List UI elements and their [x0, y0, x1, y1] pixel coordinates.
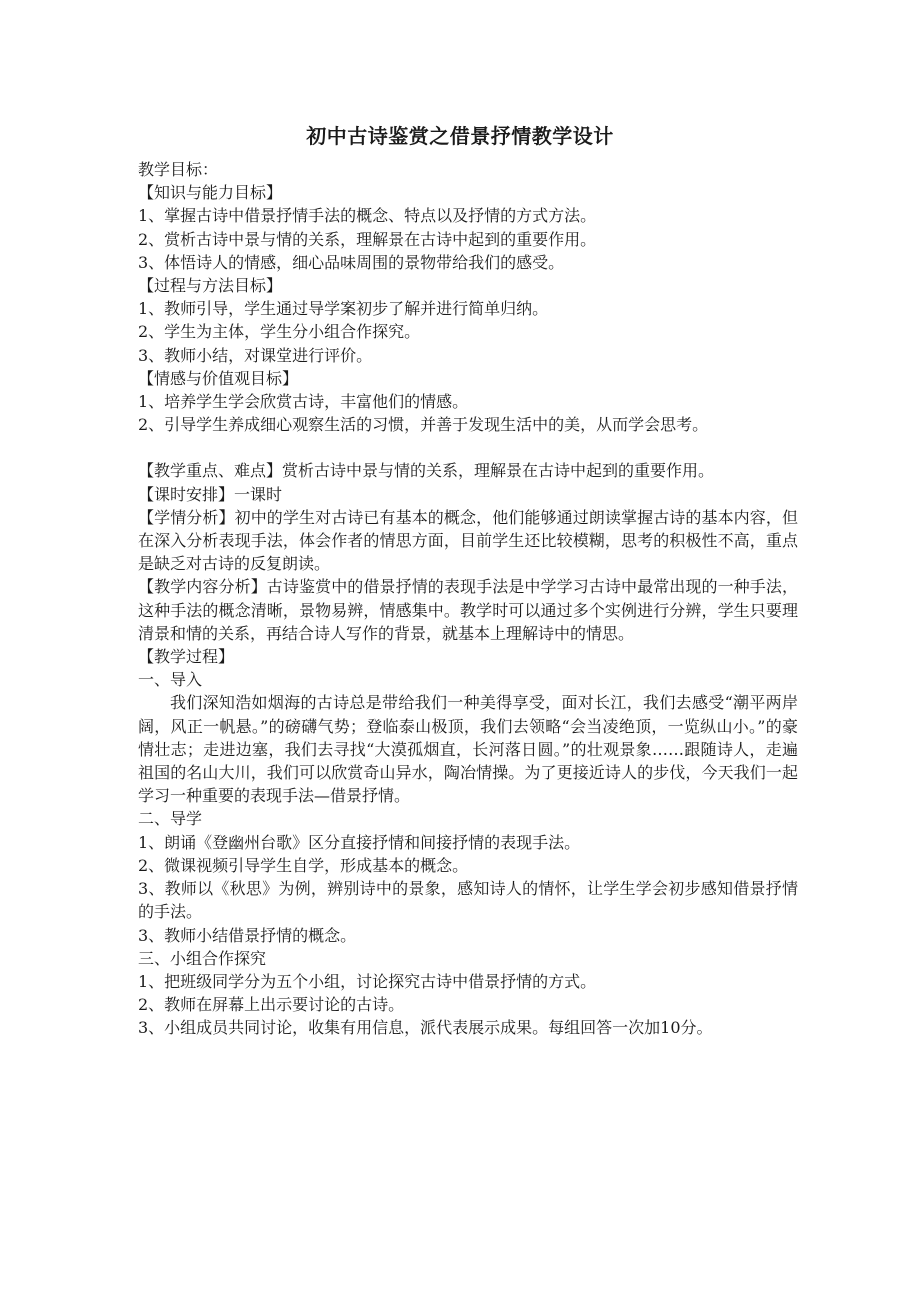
content-analysis-paragraph: 【教学内容分析】古诗鉴赏中的借景抒情的表现手法是中学学习古诗中最常出现的一种手法，这种手法的概念清晰，景物易辨，情感集中。教学时可以通过多个实例进行分辨，学生只要理清景和情的关系，再结合诗人写作的背景，就基本上理解诗中的情思。	[138, 577, 798, 643]
list-item: 2、赏析古诗中景与情的关系，理解景在古诗中起到的重要作用。	[138, 229, 597, 249]
intro-paragraph: 我们深知浩如烟海的古诗总是带给我们一种美得享受，面对长江，我们去感受“潮平两岸阔，风正一帆悬。”的磅礴气势；登临泰山极顶，我们去领略“会当凌绝顶，一览纵山小。”的豪情壮志；走进边塞，我们去寻找“大漠孤烟直，长河落日圆。”的壮观景象……跟随诗人，走遍祖国的名山大川，我们可以欣赏奇山异水，陶冶情操。为了更接近诗人的步伐，今天我们一起学习一种重要的表现手法—借景抒情。	[138, 693, 798, 806]
list-item: 3、教师小结，对课堂进行评价。	[138, 345, 373, 365]
list-item: 3、教师小结借景抒情的概念。	[138, 925, 357, 945]
key-points-paragraph: 【教学重点、难点】赏析古诗中景与情的关系，理解景在古诗中起到的重要作用。	[138, 461, 715, 481]
document-title: 初中古诗鉴赏之借景抒情教学设计	[306, 124, 614, 148]
list-item: 1、掌握古诗中借景抒情手法的概念、特点以及抒情的方式方法。	[138, 206, 597, 226]
list-item: 1、教师引导，学生通过导学案初步了解并进行简单归纳。	[138, 299, 549, 319]
schedule-paragraph: 【课时安排】一课时	[138, 484, 283, 504]
goals-heading: 教学目标：	[138, 160, 219, 179]
list-item: 2、学生为主体，学生分小组合作探究。	[138, 322, 421, 342]
emotion-goals-heading: 【情感与价值观目标】	[138, 368, 299, 388]
intro-heading: 一、导入	[138, 670, 203, 690]
list-item: 2、教师在屏幕上出示要讨论的古诗。	[138, 995, 405, 1015]
list-item: 2、微课视频引导学生自学，形成基本的概念。	[138, 855, 469, 875]
list-item: 3、体悟诗人的情感，细心品味周围的景物带给我们的感受。	[138, 252, 565, 272]
guide-heading: 二、导学	[138, 809, 203, 829]
knowledge-goals-heading: 【知识与能力目标】	[138, 183, 283, 203]
list-item: 1、把班级同学分为五个小组，讨论探究古诗中借景抒情的方式。	[138, 971, 597, 991]
student-analysis-paragraph: 【学情分析】初中的学生对古诗已有基本的概念，他们能够通过朗读掌握古诗的基本内容，但在深入分析表现手法，体会作者的情思方面，目前学生还比较模糊，思考的积极性不高，重点是缺乏对古诗的反复朗读。	[138, 507, 798, 574]
teaching-process-heading: 【教学过程】	[138, 647, 235, 667]
document-body	[138, 158, 798, 1040]
list-item: 1、培养学生学会欣赏古诗，丰富他们的情感。	[138, 392, 469, 412]
paragraph-gap	[138, 436, 798, 459]
list-item: 3、小组成员共同讨论，收集有用信息，派代表展示成果。每组回答一次加10分。	[138, 1018, 713, 1038]
group-heading: 三、小组合作探究	[138, 948, 267, 968]
list-item: 1、朗诵《登幽州台歌》区分直接抒情和间接抒情的表现手法。	[138, 832, 581, 852]
list-item: 2、引导学生养成细心观察生活的习惯，并善于发现生活中的美，从而学会思考。	[138, 415, 709, 435]
list-item: 3、教师以《秋思》为例，辨别诗中的景象，感知诗人的情怀，让学生学会初步感知借景抒情的手法。	[138, 879, 798, 922]
process-goals-heading: 【过程与方法目标】	[138, 276, 283, 296]
